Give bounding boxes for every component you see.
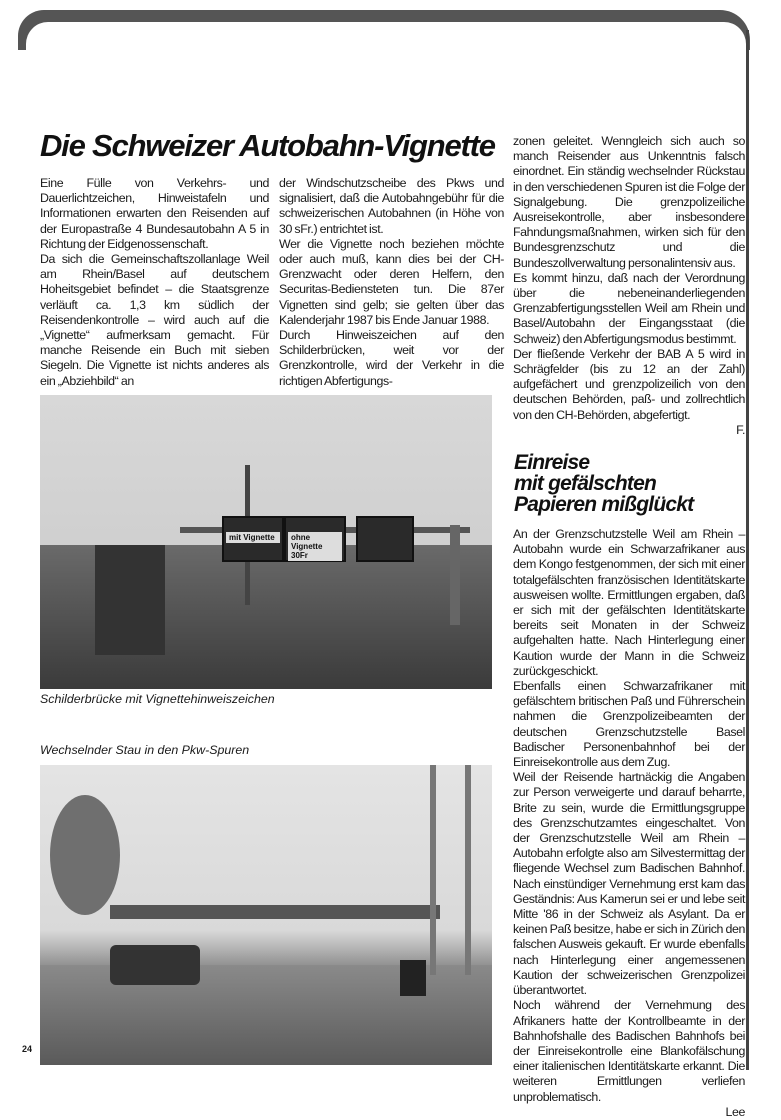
sign-price: 30Fr xyxy=(291,551,308,560)
sign-text: ohne Vignette xyxy=(291,533,323,551)
photo-caption: Schilderbrücke mit Vignettehinweiszeichen xyxy=(40,692,275,706)
article2-column xyxy=(513,527,745,1120)
article2-title xyxy=(514,452,693,515)
column-rule xyxy=(746,30,749,1070)
paragraph: Noch während der Vernehmung des Afrikaners hatte der Kontrollbeamte in der Bahnhofshalle des Badischen Bahnhofs bei der Einreisekontrolle eine Blankofälschung einer italienischen Identitätskarte erkannt. Die weiteren Ermittlungen verliefen unproblematisch. xyxy=(513,998,745,1104)
paragraph: Es kommt hinzu, daß nach der Verordnung über die nebeneinanderliegenden Grenzabfertigungsstellen Weil am Rhein und Basel/Autobahn der Eingangsstaat (die Schweiz) den Abfertigungsmodus bestimmt. xyxy=(513,270,745,346)
tree xyxy=(50,795,120,915)
photo-traffic-queue xyxy=(40,765,492,1065)
paragraph: Ebenfalls einen Schwarzafrikaner mit gefälschtem britischen Paß und Führerschein nahmen die Grenzpolizeibeamten der deutschen Grenzschutzstelle Basel Badischer Personenbahnhof bei der Einreisekontrolle aus dem Zug. xyxy=(513,679,745,770)
author-signature xyxy=(513,423,745,438)
border-canopy xyxy=(110,905,440,919)
article-column-3 xyxy=(513,134,745,438)
page-number: 24 xyxy=(22,1044,33,1054)
page-header-inner xyxy=(26,22,746,62)
sign-board-left xyxy=(95,545,165,655)
article-title: Die Schweizer Autobahn-Vignette xyxy=(40,128,495,163)
paragraph: Wer die Vignette noch beziehen möchte oder auch muß, kann dies bei der CH-Grenzwacht oder deren Helfern, den Securitas-Bediensteten tun. Die 87er Vignetten sind gelb; sie gelten über das Kalenderjahr 1987 bis Ende Januar 1988. xyxy=(279,236,504,327)
flagpole xyxy=(465,765,471,975)
signature-text: F. xyxy=(736,422,745,437)
sign-bus-truck xyxy=(356,516,414,562)
paragraph: zonen geleitet. Wenngleich sich auch so manch Reisender aus Unkenntnis falsch einordnet. Ein ständig wechselnder Rückstau in den verschiedenen Spuren ist die Folge der Signalgebung. Die grenzpolizeiliche Ausreisekontrolle, aber insbesondere Fahndungsmaßnahmen, wirken sich für den Bundesgrenzschutz und die Bundeszollverwaltung personalintensiv aus. xyxy=(513,134,745,270)
signature-text: Lee xyxy=(725,1104,745,1119)
sign-text: mit Vignette xyxy=(226,532,280,543)
photo-caption: Wechselnder Stau in den Pkw-Spuren xyxy=(40,743,250,757)
gantry-post xyxy=(450,525,460,625)
article-column-2 xyxy=(279,176,504,389)
lane-sign xyxy=(400,960,426,996)
title-line: Einreise xyxy=(514,451,590,474)
sign-text-box xyxy=(288,532,342,561)
author-signature xyxy=(513,1105,745,1120)
paragraph: Eine Fülle von Verkehrs- und Dauerlichtzeichen, Hinweistafeln und Informationen erwarten den Reisenden auf der Europastraße 4 Bundesautobahn A 5 in Richtung der Eidgenossenschaft. xyxy=(40,176,269,251)
title-line: Papieren mißglückt xyxy=(514,493,694,516)
sign-with-vignette xyxy=(222,516,284,562)
title-line: mit gefälschten xyxy=(514,472,657,495)
car xyxy=(110,945,200,985)
photo-sign-gantry xyxy=(40,395,492,689)
paragraph: Da sich die Gemeinschaftszollanlage Weil am Rhein/Basel auf deutschem Hoheitsgebiet befindet – die Staatsgrenze verläuft ca. 1,3 km südlich der Reisendenkontrolle – wird auch auf die „Vignette“ aufmerksam gemacht. Für manche Reisende ein Buch mit sieben Siegeln. Die Vignette ist nichts anderes als ein „Abziehbild“ an xyxy=(40,252,269,388)
paragraph: Der fließende Verkehr der BAB A 5 wird in Schrägfelder (bis zu 12 an der Zahl) aufgefächert und grenzpolizeilich von den deutschen Behörden, paß- und zollrechtlich von den CH-Behörden, abgefertigt. xyxy=(513,346,745,422)
sign-without-vignette xyxy=(284,516,346,562)
paragraph: An der Grenzschutzstelle Weil am Rhein – Autobahn wurde ein Schwarzafrikaner aus dem Kongo festgenommen, der sich mit einer totalgefälschten französischen Identitätskarte ausweisen wollte. Ermittlungen ergaben, daß er sich mit der gefälschten Identitätskarte bereits seit Monaten in der Schweiz aufgehalten hatte. Nach Hinterlegung einer Kaution wurde der Mann in die Schweiz zurückgeschickt. xyxy=(513,527,745,678)
paragraph: Weil der Reisende hartnäckig die Angaben zur Person verweigerte und darauf beharrte, Brite zu sein, wurde die Ermittlungsgruppe des Grenzschutzamtes eingeschaltet. Von der Grenzschutzstelle Weil am Rhein – Autobahn erfolgte also am Silvestermittag der fliegende Wechsel zum Badischen Bahnhof. Nach einstündiger Vernehmung erst kam das Geständnis: Aus Kamerun sei er und lebe seit Mitte '86 in der Schweiz als Asylant. Da er keinen Paß besitze, habe er sich in Zürich den falschen Ausweis gekauft. Er wurde ebenfalls nach Hinterlegung einer angemessenen Kaution der schweizerischen Grenzpolizei überantwortet. xyxy=(513,770,745,998)
article-column-1 xyxy=(40,176,269,389)
paragraph: Durch Hinweiszeichen auf den Schilderbrücken, weit vor der Grenzkontrolle, wird der Verkehr in die richtigen Abfertigungs- xyxy=(279,328,504,388)
paragraph: der Windschutzscheibe des Pkws und signalisiert, daß die Autobahngebühr für die schweizerischen Autobahnen (in Höhe von 30 sFr.) entrichtet ist. xyxy=(279,176,504,236)
flagpole xyxy=(430,765,436,975)
